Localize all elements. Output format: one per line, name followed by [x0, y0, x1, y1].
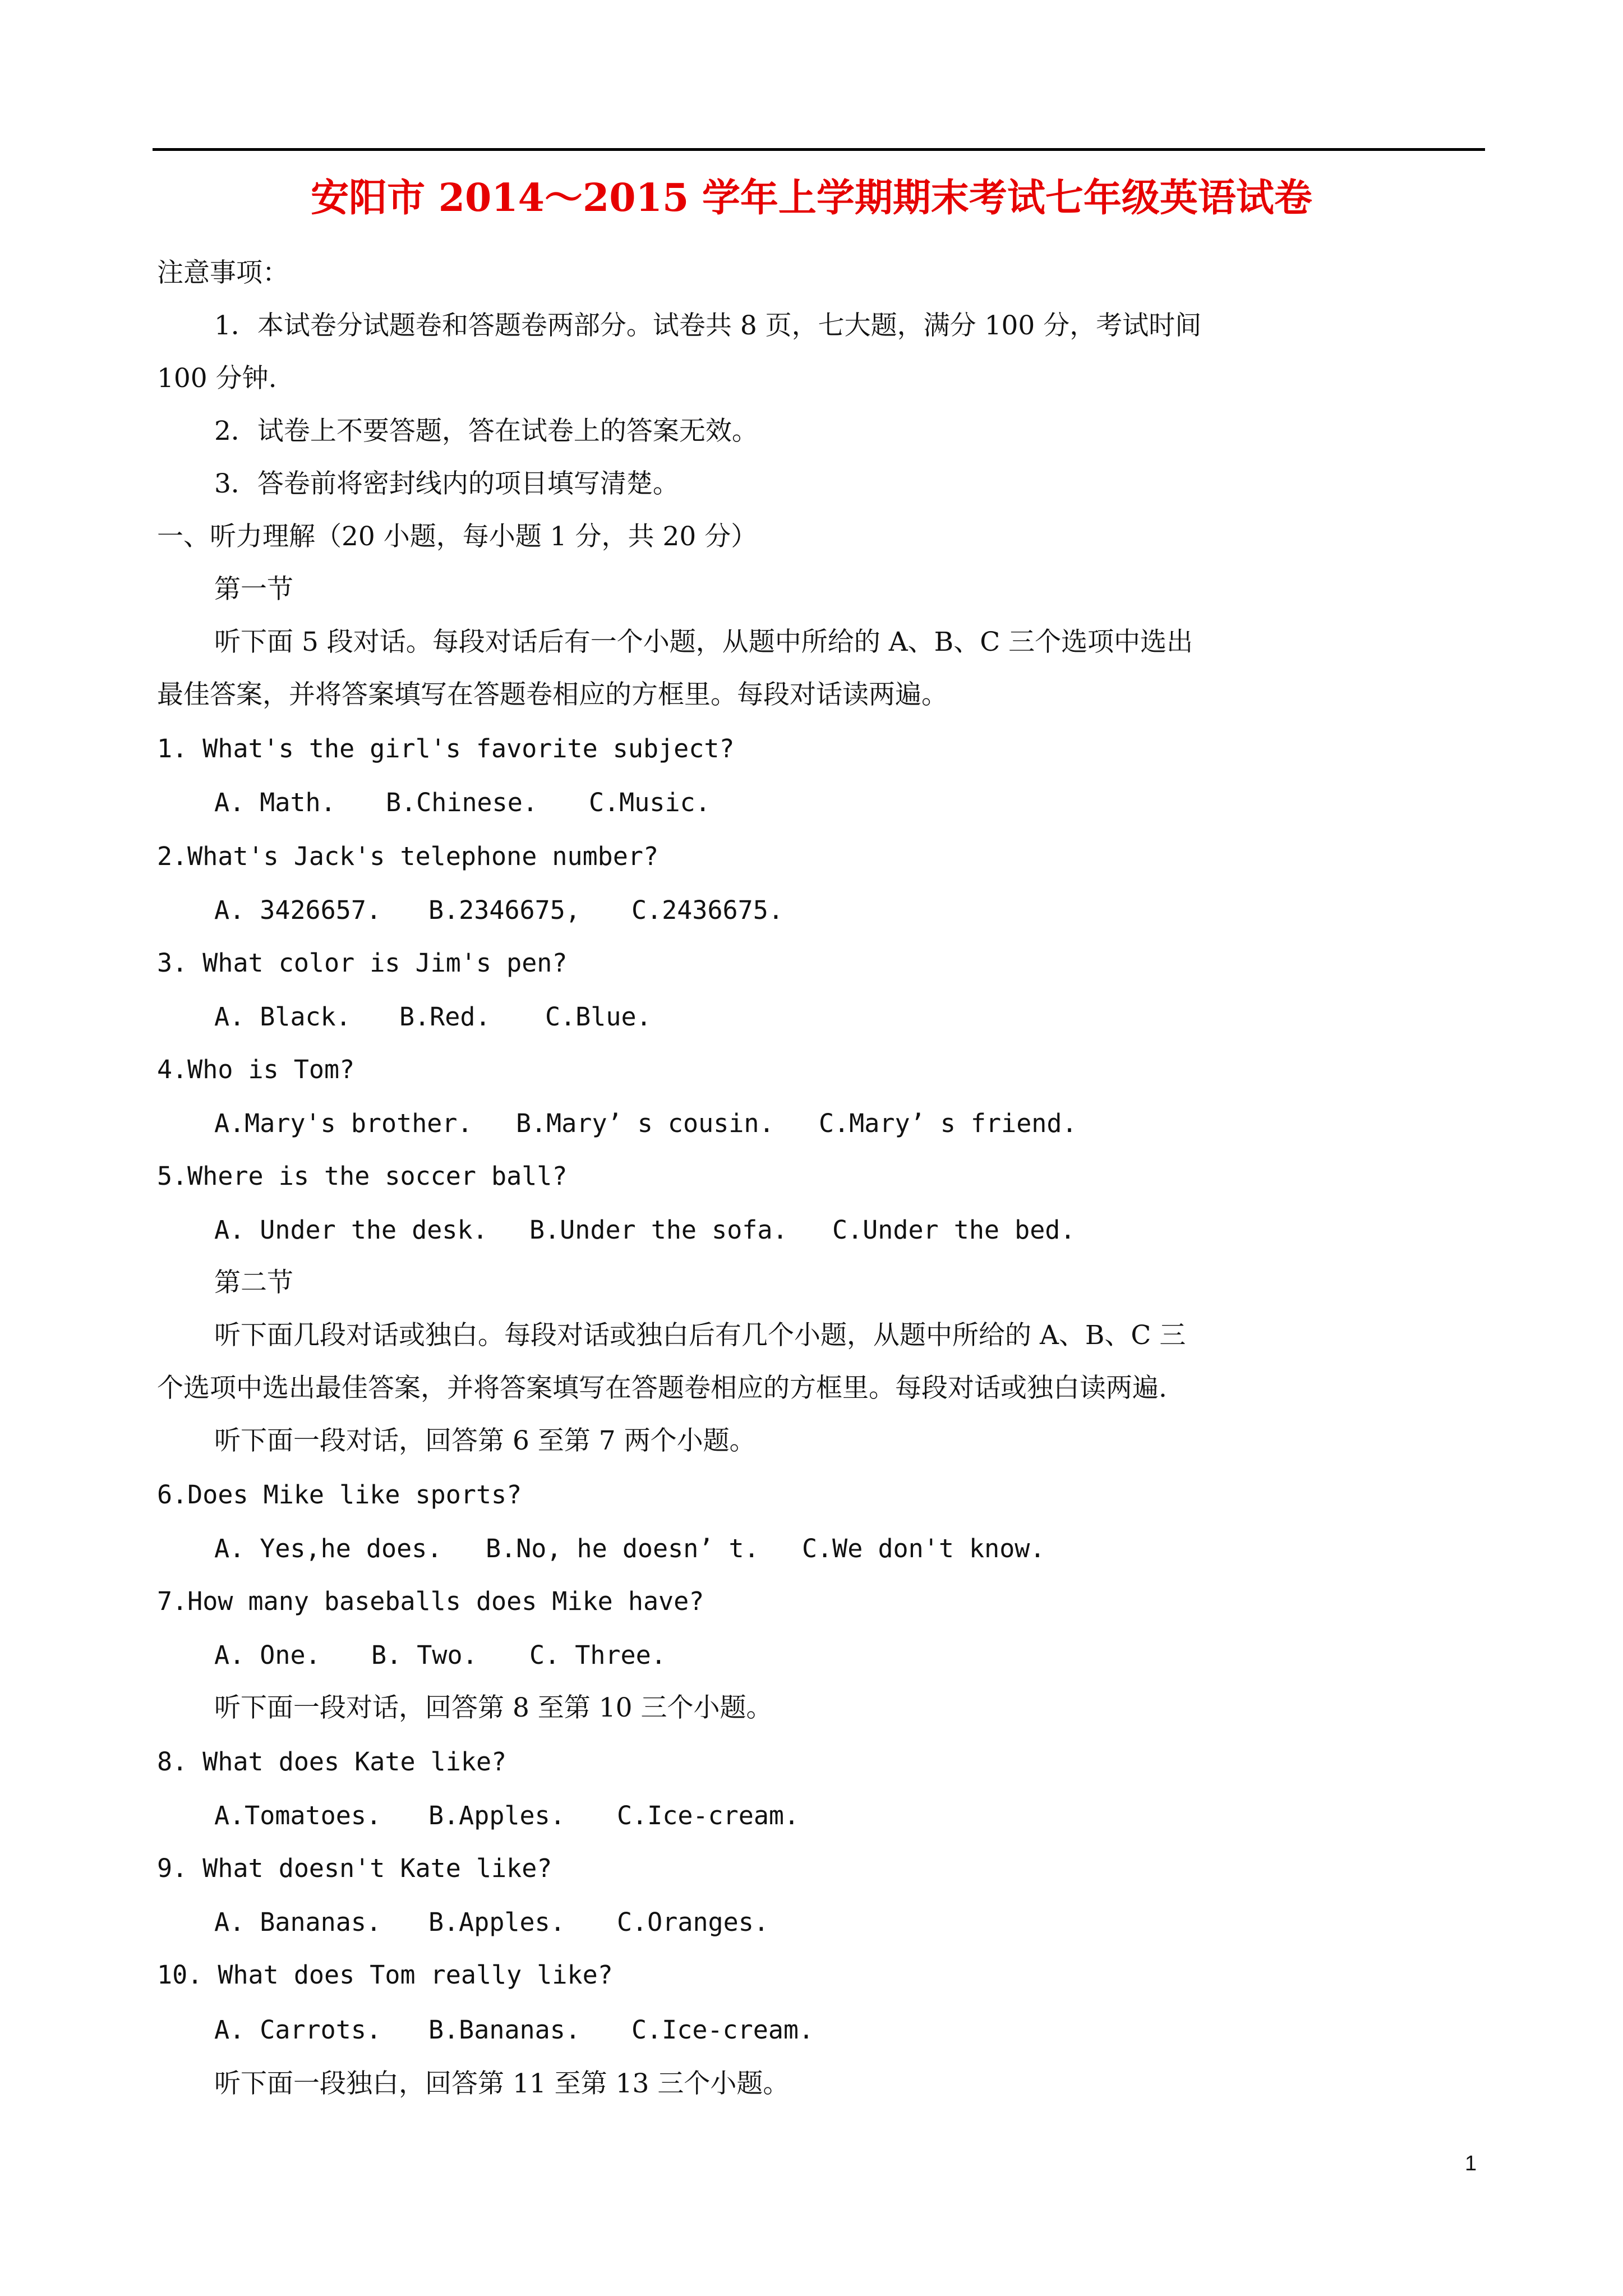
question-4-option-c: C.Mary’ s friend.: [819, 1108, 1077, 1138]
part-2-label: 第二节: [214, 1267, 293, 1298]
question-1-option-c: C.Music.: [589, 788, 711, 817]
part-1-label: 第一节: [214, 574, 293, 605]
question-8-option-c: C.Ice-cream.: [617, 1801, 800, 1830]
part-1-instruction-line-2: 最佳答案，并将答案填写在答题卷相应的方框里。每段对话读两遍。: [157, 679, 948, 710]
question-2-option-c: C.2436675.: [631, 895, 783, 925]
question-3-stem: 3. What color is Jim's pen?: [157, 948, 568, 978]
part-2-instruction-line-1: 听下面几段对话或独白。每段对话或独白后有几个小题，从题中所给的 A、B、C 三: [214, 1320, 1186, 1351]
question-1-option-b: B.Chinese.: [386, 788, 538, 817]
part-1-instruction-line-1: 听下面 5 段对话。每段对话后有一个小题，从题中所给的 A、B、C 三个选项中选出: [214, 627, 1193, 657]
question-3-option-c: C.Blue.: [545, 1002, 652, 1032]
top-rule: [153, 148, 1485, 151]
question-6-stem: 6.Does Mike like sports?: [157, 1480, 522, 1510]
dialogue-1-intro: 听下面一段对话，回答第 6 至第 7 两个小题。: [214, 1425, 756, 1456]
question-7-option-b: B. Two.: [371, 1640, 478, 1670]
question-5-option-c: C.Under the bed.: [832, 1215, 1076, 1245]
question-7-option-a: A. One.: [214, 1640, 321, 1670]
section-1-heading: 一、听力理解（20 小题，每小题 1 分，共 20 分）: [157, 521, 758, 552]
question-9-option-a: A. Bananas.: [214, 1907, 382, 1937]
question-4-option-b: B.Mary’ s cousin.: [516, 1108, 774, 1138]
question-1-option-a: A. Math.: [214, 788, 336, 817]
part-2-instruction-line-2: 个选项中选出最佳答案，并将答案填写在答题卷相应的方框里。每段对话或独白读两遍.: [157, 1373, 1167, 1404]
dialogue-2-intro: 听下面一段对话，回答第 8 至第 10 三个小题。: [214, 1692, 773, 1723]
question-3-option-b: B.Red.: [399, 1002, 491, 1032]
question-8-option-a: A.Tomatoes.: [214, 1801, 382, 1830]
page-number: 1: [1465, 2152, 1477, 2175]
question-2-stem: 2.What's Jack's telephone number?: [157, 841, 659, 871]
question-8-option-b: B.Apples.: [428, 1801, 565, 1830]
note-1-line-1: 1．本试卷分试题卷和答题卷两部分。试卷共 8 页，七大题，满分 100 分，考试时间: [214, 310, 1202, 341]
question-3-option-a: A. Black.: [214, 1002, 351, 1032]
note-2: 2．试卷上不要答题，答在试卷上的答案无效。: [214, 416, 758, 447]
question-4-option-a: A.Mary's brother.: [214, 1108, 473, 1138]
question-4-stem: 4.Who is Tom?: [157, 1055, 355, 1084]
question-2-option-a: A. 3426657.: [214, 895, 382, 925]
note-1-line-2: 100 分钟.: [157, 363, 277, 394]
question-6-option-b: B.No, he doesn’ t.: [486, 1534, 759, 1563]
question-10-option-a: A. Carrots.: [214, 2015, 382, 2045]
question-9-option-c: C.Oranges.: [617, 1907, 769, 1937]
question-5-option-a: A. Under the desk.: [214, 1215, 488, 1245]
note-3: 3．答卷前将密封线内的项目填写清楚。: [214, 468, 679, 499]
question-10-option-c: C.Ice-cream.: [631, 2015, 814, 2045]
question-5-stem: 5.Where is the soccer ball?: [157, 1161, 568, 1191]
question-2-option-b: B.2346675,: [428, 895, 580, 925]
question-7-option-c: C. Three.: [529, 1640, 666, 1670]
question-9-option-b: B.Apples.: [428, 1907, 565, 1937]
question-7-stem: 7.How many baseballs does Mike have?: [157, 1586, 704, 1616]
page-title: 安阳市 2014～2015 学年上学期期末考试七年级英语试卷: [311, 176, 1312, 220]
question-6-option-a: A. Yes,he does.: [214, 1534, 442, 1563]
question-6-option-c: C.We don't know.: [802, 1534, 1045, 1563]
question-5-option-b: B.Under the sofa.: [529, 1215, 788, 1245]
question-1-stem: 1. What's the girl's favorite subject?: [157, 734, 735, 763]
question-10-stem: 10. What does Tom really like?: [157, 1960, 613, 1990]
notes-heading: 注意事项：: [157, 257, 289, 288]
question-9-stem: 9. What doesn't Kate like?: [157, 1853, 552, 1883]
question-8-stem: 8. What does Kate like?: [157, 1747, 507, 1777]
question-10-option-b: B.Bananas.: [428, 2015, 580, 2045]
monologue-intro: 听下面一段独白，回答第 11 至第 13 三个小题。: [214, 2068, 790, 2099]
